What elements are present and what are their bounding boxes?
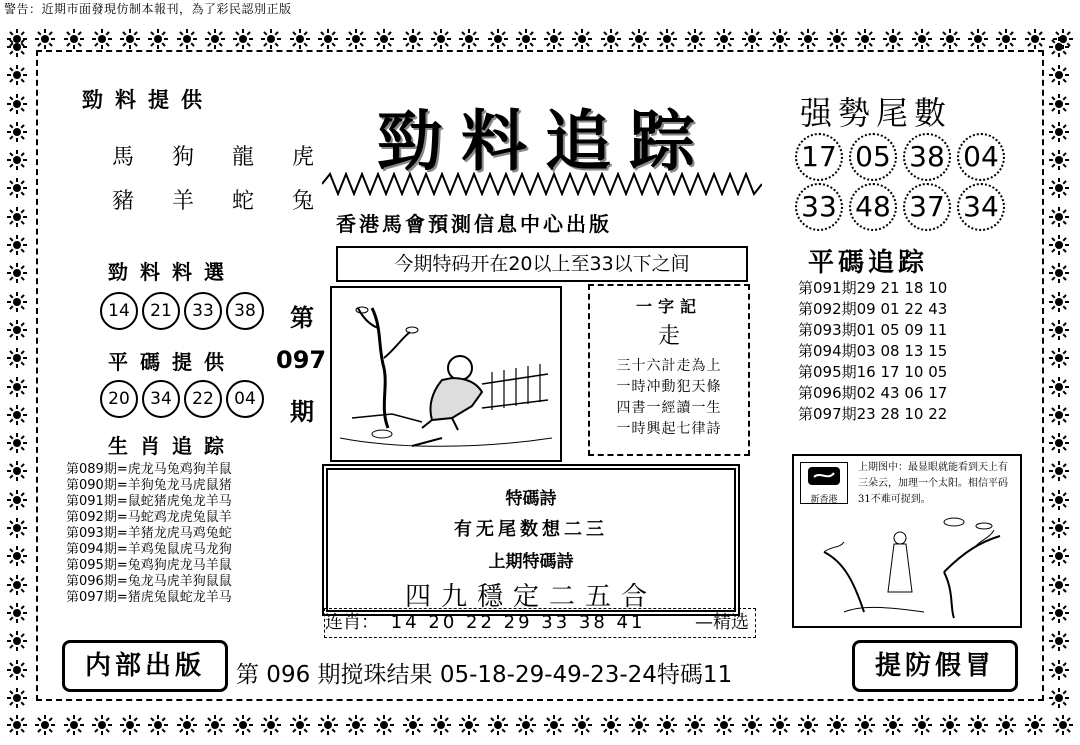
sun-ornament-icon [826,714,848,736]
selected-suffix: —精选 [695,612,749,633]
animal: 虎 [292,145,315,170]
list-item: 第089期=虎龙马兔鸡狗羊鼠 [66,462,232,477]
tail-number: 33 [798,186,840,228]
sun-ornament-icon [63,714,85,736]
list-item: 第092期09 01 22 43 [798,300,948,318]
sun-ornament-icon [1048,574,1070,596]
strong-tail-heading: 强勢尾數 [800,94,953,132]
sun-ornament-icon [6,460,28,482]
issue-number: 097 [276,346,327,374]
sun-ornament-icon [911,714,933,736]
sun-ornament-icon [34,28,56,50]
sun-ornament-icon [1048,489,1070,511]
sun-ornament-icon [1052,714,1074,736]
selected-numbers: 14 20 22 29 33 38 41 [390,612,646,633]
sun-ornament-icon [967,714,989,736]
sun-ornament-icon [6,404,28,426]
number-ball: 34 [142,380,180,418]
list-item: 第095期16 17 10 05 [798,363,948,381]
sun-ornament-icon [289,714,311,736]
sun-ornament-icon [939,28,961,50]
sun-ornament-icon [713,714,735,736]
sun-ornament-icon [797,714,819,736]
sun-ornament-icon [1048,177,1070,199]
sun-border-left [6,36,32,709]
tail-number: 38 [906,136,948,178]
sun-ornament-icon [1048,517,1070,539]
sun-ornament-icon [854,714,876,736]
sun-ornament-icon [741,28,763,50]
sun-ornament-icon [6,630,28,652]
sun-ornament-icon [656,714,678,736]
sun-ornament-icon [34,714,56,736]
sun-ornament-icon [6,347,28,369]
list-item: 第091期=鼠蛇猪虎兔龙羊马 [66,494,232,509]
selected-numbers-bar [324,608,756,638]
sun-ornament-icon [6,574,28,596]
man-crawling-illustration [332,288,560,460]
sun-ornament-icon [571,714,593,736]
sun-ornament-icon [402,714,424,736]
sun-ornament-icon [6,121,28,143]
sun-ornament-icon [995,28,1017,50]
yiziji-line: 一時冲動犯天條 [616,379,722,395]
sun-ornament-icon [6,291,28,313]
sun-ornament-icon [1048,659,1070,681]
sun-ornament-icon [1048,234,1070,256]
sun-ornament-icon [6,376,28,398]
sun-ornament-icon [317,28,339,50]
yiziji-line: 四書一經讀一生 [616,400,722,416]
strong-tail-row2 [798,186,1014,228]
sun-ornament-icon [600,714,622,736]
sun-ornament-icon [119,714,141,736]
animal: 蛇 [232,189,255,214]
sun-ornament-icon [345,714,367,736]
list-item: 第097期=猪虎兔鼠蛇龙羊马 [66,590,232,605]
sun-ornament-icon [1048,630,1070,652]
list-item: 第096期=兔龙马虎羊狗鼠鼠 [66,574,232,589]
sun-ornament-icon [430,28,452,50]
sun-ornament-icon [1048,432,1070,454]
sun-ornament-icon [543,28,565,50]
sun-ornament-icon [6,545,28,567]
hint-box: 今期特码开在20以上至33以下之间 [336,246,748,282]
sun-ornament-icon [1048,460,1070,482]
sun-ornament-icon [911,28,933,50]
number-ball: 14 [100,292,138,330]
sun-ornament-icon [6,64,28,86]
sun-ornament-icon [1048,36,1070,58]
beware-badge: 提防假冒 [852,640,1018,692]
list-item: 第093期01 05 09 11 [798,321,948,339]
sun-ornament-icon [430,714,452,736]
sun-ornament-icon [119,28,141,50]
supplier-animals-row1 [112,140,314,171]
issue-qi: 期 [290,397,314,426]
sun-ornament-icon [600,28,622,50]
sun-ornament-icon [6,432,28,454]
inner-publish-badge: 内部出版 [62,640,228,692]
sun-ornament-icon [684,28,706,50]
list-item: 第093期=羊猪龙虎马鸡兔蛇 [66,526,232,541]
sun-ornament-icon [317,714,339,736]
sun-ornament-icon [854,28,876,50]
sun-ornament-icon [515,28,537,50]
sun-ornament-icon [6,602,28,624]
sun-ornament-icon [6,177,28,199]
sun-ornament-icon [91,714,113,736]
ping-track-list [798,278,947,425]
sun-ornament-icon [176,28,198,50]
poem-line: 四九穩定二五合 [404,582,657,612]
yiziji-line: 一時興起七律詩 [616,421,722,437]
sun-ornament-icon [769,28,791,50]
jinliao-select-heading: 勁料料選 [108,260,236,284]
logo-icon [802,463,846,489]
sun-ornament-icon [1048,262,1070,284]
tail-number: 17 [798,136,840,178]
sun-ornament-icon [487,714,509,736]
sun-ornament-icon [1024,28,1046,50]
sun-ornament-icon [6,659,28,681]
sun-ornament-icon [713,28,735,50]
sun-ornament-icon [91,28,113,50]
sun-ornament-icon [826,28,848,50]
poem-box [322,464,740,616]
zodiac-track-list [66,462,232,606]
sun-ornament-icon [1048,404,1070,426]
tail-number: 48 [852,186,894,228]
cartoon-caption: 上期图中：最显眼就能看到天上有三朵云，加理一个太阳。相信平码31不难可捉到。 [858,462,1008,505]
animal: 馬 [112,145,135,170]
sun-border-right [1048,36,1074,709]
number-ball: 04 [226,380,264,418]
warning-text: 警告：近期市面發現仿制本報刊，為了彩民認別正版 [4,2,292,16]
sun-ornament-icon [204,714,226,736]
sun-ornament-icon [487,28,509,50]
list-item: 第096期02 43 06 17 [798,384,948,402]
poem-title: 特碼詩 [505,489,557,509]
sun-ornament-icon [656,28,678,50]
sun-ornament-icon [571,28,593,50]
number-ball: 20 [100,380,138,418]
list-item: 第090期=羊狗兔龙马虎鼠猪 [66,478,232,493]
poem-line: 有无尾数想二三 [454,519,608,540]
supplier-animals-row2 [112,184,314,215]
sun-ornament-icon [6,714,28,736]
selected-label: 连肖： [325,612,379,633]
tail-number: 04 [960,136,1002,178]
sun-ornament-icon [260,714,282,736]
sun-ornament-icon [6,36,28,58]
animal: 龍 [232,145,255,170]
sun-ornament-icon [232,714,254,736]
draw-result: 第 096 期搅珠结果 05-18-29-49-23-24特碼11 [236,662,733,688]
tail-number: 37 [906,186,948,228]
lady-under-tree-illustration [804,512,1010,622]
ping-supply-heading: 平碼提供 [108,350,236,374]
organization: 香港馬會預測信息中心出版 [336,212,612,236]
sun-ornament-icon [6,319,28,341]
yiziji-char: 走 [657,324,680,349]
sun-ornament-icon [147,28,169,50]
sun-ornament-icon [1048,376,1070,398]
list-item: 第091期29 21 18 10 [798,279,948,297]
sun-ornament-icon [1048,602,1070,624]
sun-ornament-icon [6,206,28,228]
sun-ornament-icon [458,28,480,50]
sun-ornament-icon [741,714,763,736]
sun-ornament-icon [995,714,1017,736]
zodiac-track-heading: 生肖追踪 [108,434,236,458]
sun-ornament-icon [1048,64,1070,86]
sun-ornament-icon [63,28,85,50]
sun-ornament-icon [6,234,28,256]
sun-ornament-icon [6,149,28,171]
strong-tail-row1 [798,136,1014,178]
sun-ornament-icon [6,489,28,511]
sun-ornament-icon [6,517,28,539]
yiziji-title: 一字記 [635,297,702,316]
sun-ornament-icon [1048,687,1070,709]
tail-number: 34 [960,186,1002,228]
sun-ornament-icon [939,714,961,736]
supplier-heading: 勁料提供 [82,87,214,112]
number-ball: 22 [184,380,222,418]
animal: 兔 [292,189,315,214]
list-item: 第094期03 08 13 15 [798,342,948,360]
sun-ornament-icon [402,28,424,50]
yiziji-line: 三十六計走為上 [616,358,722,374]
sun-ornament-icon [684,714,706,736]
sun-ornament-icon [373,714,395,736]
tail-number: 05 [852,136,894,178]
sun-border-bottom [6,714,1074,740]
animal: 羊 [172,189,195,214]
sun-ornament-icon [1048,121,1070,143]
sun-ornament-icon [628,714,650,736]
number-ball: 38 [226,292,264,330]
number-ball: 33 [184,292,222,330]
sun-ornament-icon [543,714,565,736]
sun-ornament-icon [628,28,650,50]
sun-ornament-icon [6,687,28,709]
sun-ornament-icon [882,714,904,736]
sun-ornament-icon [373,28,395,50]
animal: 豬 [112,189,135,214]
sun-ornament-icon [204,28,226,50]
zigzag-divider [322,172,762,196]
sun-ornament-icon [797,28,819,50]
sun-ornament-icon [289,28,311,50]
list-item: 第094期=羊鸡兔鼠虎马龙狗 [66,542,232,557]
cartoon-box [792,454,1022,628]
logo-text: 新香港 [810,495,838,505]
list-item: 第092期=马蛇鸡龙虎兔鼠羊 [66,510,232,525]
sun-ornament-icon [1048,319,1070,341]
list-item: 第095期=兔鸡狗虎龙马羊鼠 [66,558,232,573]
sun-ornament-icon [6,262,28,284]
sun-ornament-icon [1024,714,1046,736]
sun-ornament-icon [882,28,904,50]
list-item: 第097期23 28 10 22 [798,405,948,423]
animal: 狗 [172,145,195,170]
yiziji-box [588,284,750,456]
sun-ornament-icon [1048,545,1070,567]
sun-ornament-icon [147,714,169,736]
sun-ornament-icon [458,714,480,736]
sun-ornament-icon [1048,93,1070,115]
sun-ornament-icon [1048,347,1070,369]
sun-ornament-icon [1048,149,1070,171]
sun-ornament-icon [176,714,198,736]
sun-ornament-icon [769,714,791,736]
sun-ornament-icon [1048,291,1070,313]
sun-ornament-icon [967,28,989,50]
illustration [330,286,562,462]
sun-ornament-icon [515,714,537,736]
sun-ornament-icon [1048,206,1070,228]
sun-ornament-icon [232,28,254,50]
ping-track-heading: 平碼追踪 [808,248,929,278]
sun-ornament-icon [6,93,28,115]
issue-di: 第 [290,303,314,332]
number-ball: 21 [142,292,180,330]
page-title: 勁料追踪 [377,102,713,180]
jinliao-select-numbers [100,292,268,330]
sun-ornament-icon [345,28,367,50]
ping-supply-numbers [100,380,268,418]
last-poem-title: 上期特碼詩 [488,552,574,572]
sun-ornament-icon [260,28,282,50]
